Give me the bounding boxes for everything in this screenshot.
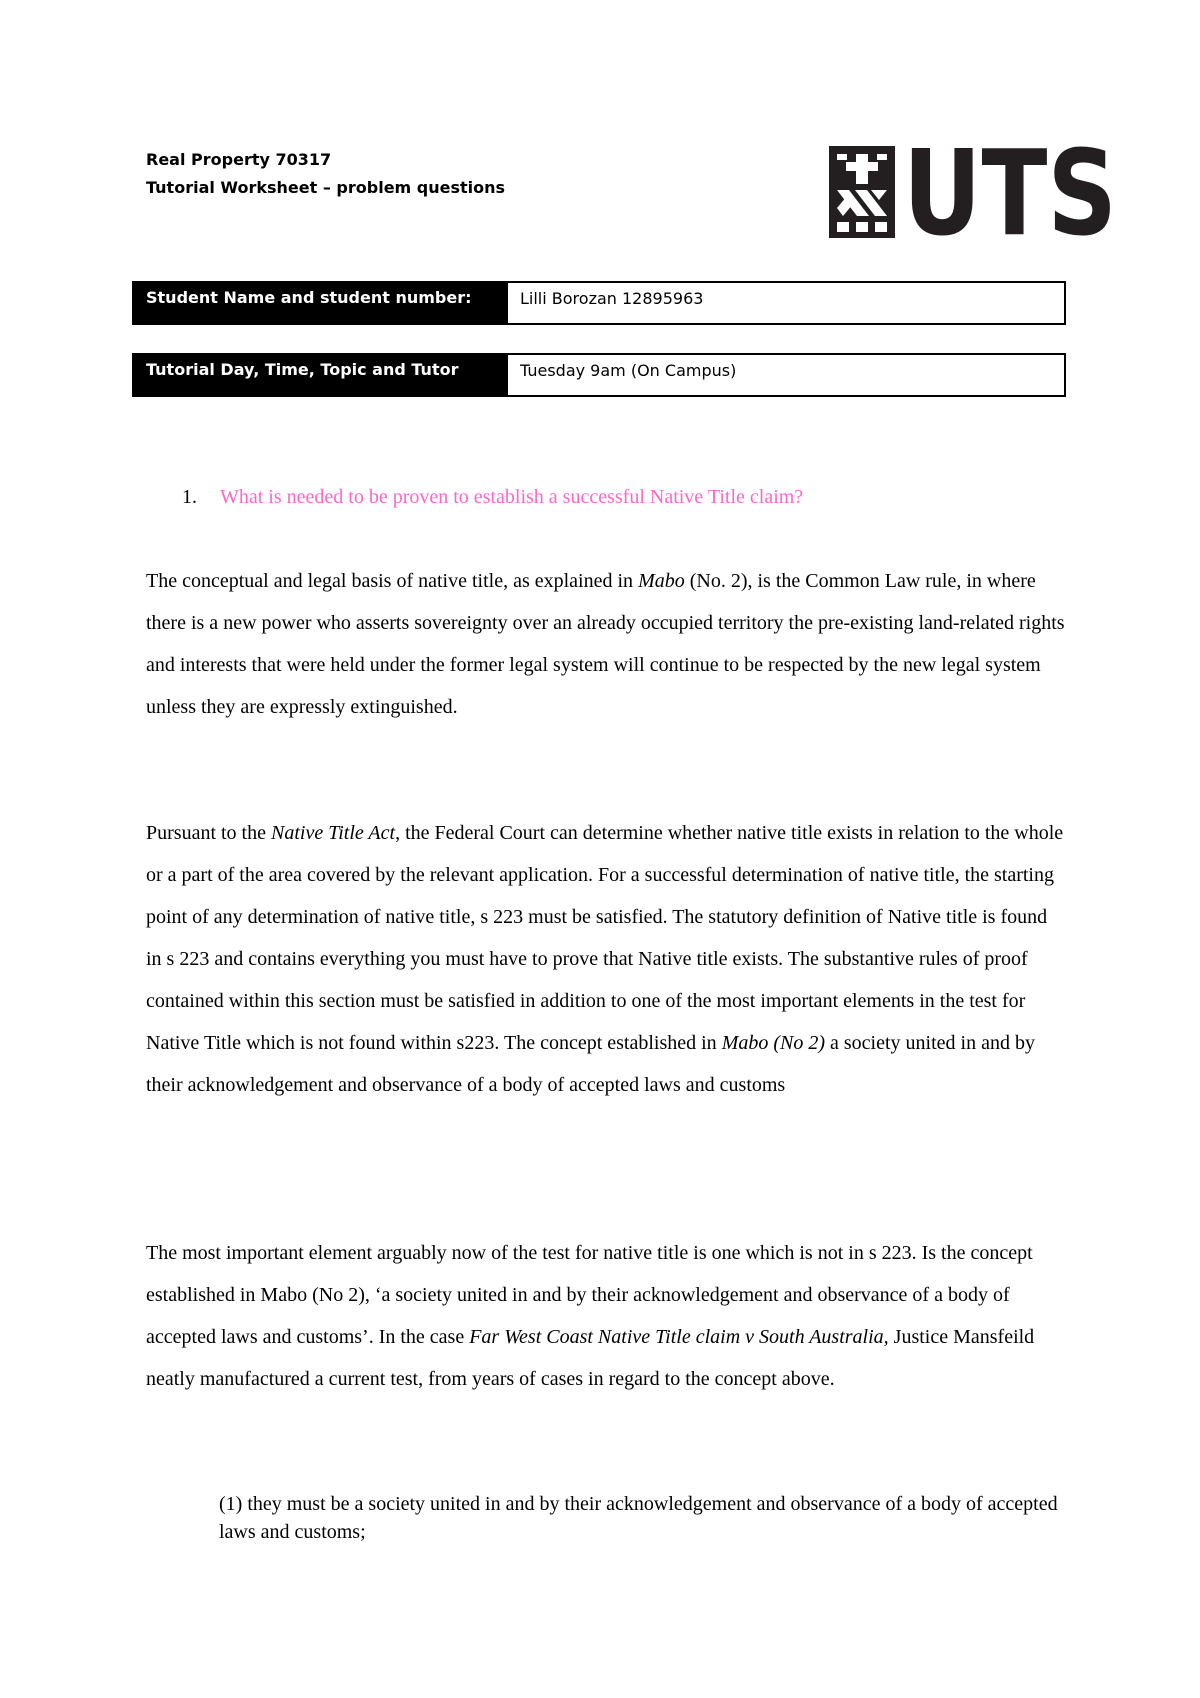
p2-act-name: Native Title Act [271,822,396,844]
p1-case-name: Mabo [638,570,685,592]
student-label: Student Name and student number: [132,281,506,325]
document-header [146,146,505,202]
uts-logo [829,124,1119,262]
p1-text-a: The conceptual and legal basis of native title, as explained in [146,570,639,592]
question-1 [182,484,803,510]
p2-case-name: Mabo (No 2) [721,1032,826,1054]
tutorial-label: Tutorial Day, Time, Topic and Tutor [132,353,506,397]
p1-text-b: (No. 2), is the Common Law rule, in where there is a new power who asserts sovereignty over an already occupied territory the pre-existing land-related rights and interests that were held under the former legal system will continue to be respected by the new legal system unless they are expressly extinguished. [146,570,1065,718]
p3-case-name: Far West Coast Native Title claim v South Australia, [469,1326,889,1348]
student-row [132,281,1066,325]
uts-crest-icon [829,146,895,238]
course-title: Real Property 70317 [146,150,332,169]
question-text: What is needed to be proven to establish a successful Native Title claim? [220,486,804,508]
worksheet-title: Tutorial Worksheet – problem questions [146,178,506,197]
p2-text-c: a society united in and by their acknowledgement and observance of a body of accepted laws and customs [146,1032,1035,1096]
student-value: Lilli Borozan 12895963 [506,281,1066,325]
uts-logo-text: UTS [903,124,1117,262]
tutorial-row [132,353,1066,397]
question-number: 1. [182,486,197,508]
list-item: (1) they must be a society united in and by their acknowledgement and observance of a body of accepted laws and customs; [219,1493,1058,1543]
tutorial-value: Tuesday 9am (On Campus) [506,353,1066,397]
p2-text-b: , the Federal Court can determine whether native title exists in relation to the whole or a part of the area covered by the relevant application. For a successful determination of native title, the starting point of any determination of native title, s 223 must be satisfied. The statutory definition of Native title is found in s 223 and contains everything you must have to prove that Native title exists. The substantive rules of proof contained within this section must be satisfied in addition to one of the most important elements in the test for Native Title which is not found within s223. The concept established in [146,822,1064,1054]
p3-text-b: Justice Mansfeild neatly manufactured a current test, from years of cases in regard to the concept above. [146,1326,1035,1390]
paragraph-3 [146,1232,1066,1400]
paragraph-1 [146,560,1066,728]
p2-text-a: Pursuant to the [146,822,271,844]
p3-text-a: The most important element arguably now of the test for native title is one which is not in s 223. Is the concept established in Mabo (No 2), ‘a society united in and by their acknowledgement and observance of a body of accepted laws and customs’. In the case [146,1242,1033,1348]
paragraph-2 [146,812,1066,1106]
